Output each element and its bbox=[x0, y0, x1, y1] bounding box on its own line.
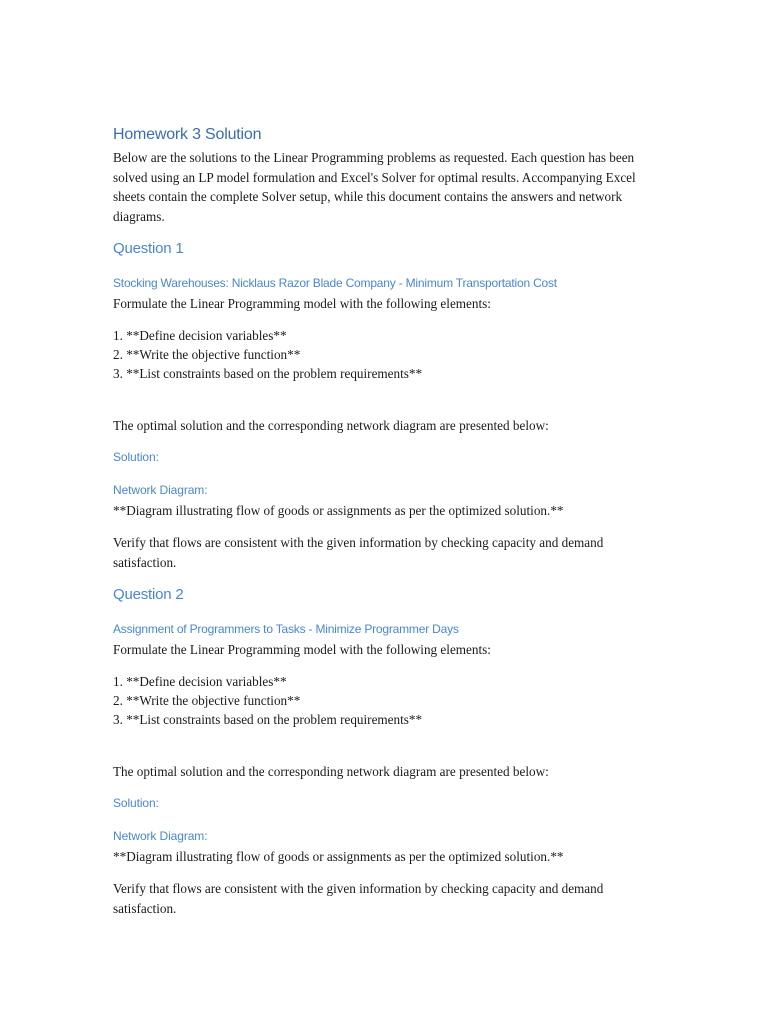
question-1-subheading: Stocking Warehouses: Nicklaus Razor Blade Company - Minimum Transportation Cost bbox=[113, 276, 557, 290]
question-2-step-2: 2. **Write the objective function** bbox=[113, 693, 301, 708]
question-2-step-1: 1. **Define decision variables** bbox=[113, 674, 287, 689]
question-1-verify-text: Verify that flows are consistent with the given information by checking capacity and demand satisfaction. bbox=[113, 535, 604, 570]
question-2-optimal-text: The optimal solution and the corresponding network diagram are presented below: bbox=[113, 764, 549, 779]
question-1-diagram-note: **Diagram illustrating flow of goods or assignments as per the optimized solution.** bbox=[113, 503, 564, 518]
document-title: Homework 3 Solution bbox=[113, 126, 262, 143]
question-1-formulate-text: Formulate the Linear Programming model with the following elements: bbox=[113, 296, 491, 311]
question-1-diagram-label: Network Diagram: bbox=[113, 483, 208, 497]
question-2-step-3: 3. **List constraints based on the problem requirements** bbox=[113, 712, 423, 727]
question-1-step-2: 2. **Write the objective function** bbox=[113, 347, 301, 362]
question-1-solution-label: Solution: bbox=[113, 450, 159, 464]
question-2-solution-label: Solution: bbox=[113, 796, 159, 810]
question-1-step-3: 3. **List constraints based on the problem requirements** bbox=[113, 366, 423, 381]
question-2-heading: Question 2 bbox=[113, 586, 184, 603]
question-2-verify-text: Verify that flows are consistent with the given information by checking capacity and demand satisfaction. bbox=[113, 881, 604, 916]
question-2-diagram-note: **Diagram illustrating flow of goods or assignments as per the optimized solution.** bbox=[113, 849, 564, 864]
question-2-formulate-text: Formulate the Linear Programming model with the following elements: bbox=[113, 642, 491, 657]
question-1-step-1: 1. **Define decision variables** bbox=[113, 328, 287, 343]
question-1-optimal-text: The optimal solution and the corresponding network diagram are presented below: bbox=[113, 418, 549, 433]
question-2-subheading: Assignment of Programmers to Tasks - Minimize Programmer Days bbox=[113, 622, 459, 636]
intro-paragraph: Below are the solutions to the Linear Programming problems as requested. Each question has been solved using an LP model formulation and Excel's Solver for optimal results. Accompanying Excel sheets contain the complete Solver setup, while this document contains the answers and network diagrams. bbox=[113, 150, 636, 224]
question-2-diagram-label: Network Diagram: bbox=[113, 829, 208, 843]
question-1-heading: Question 1 bbox=[113, 240, 184, 257]
